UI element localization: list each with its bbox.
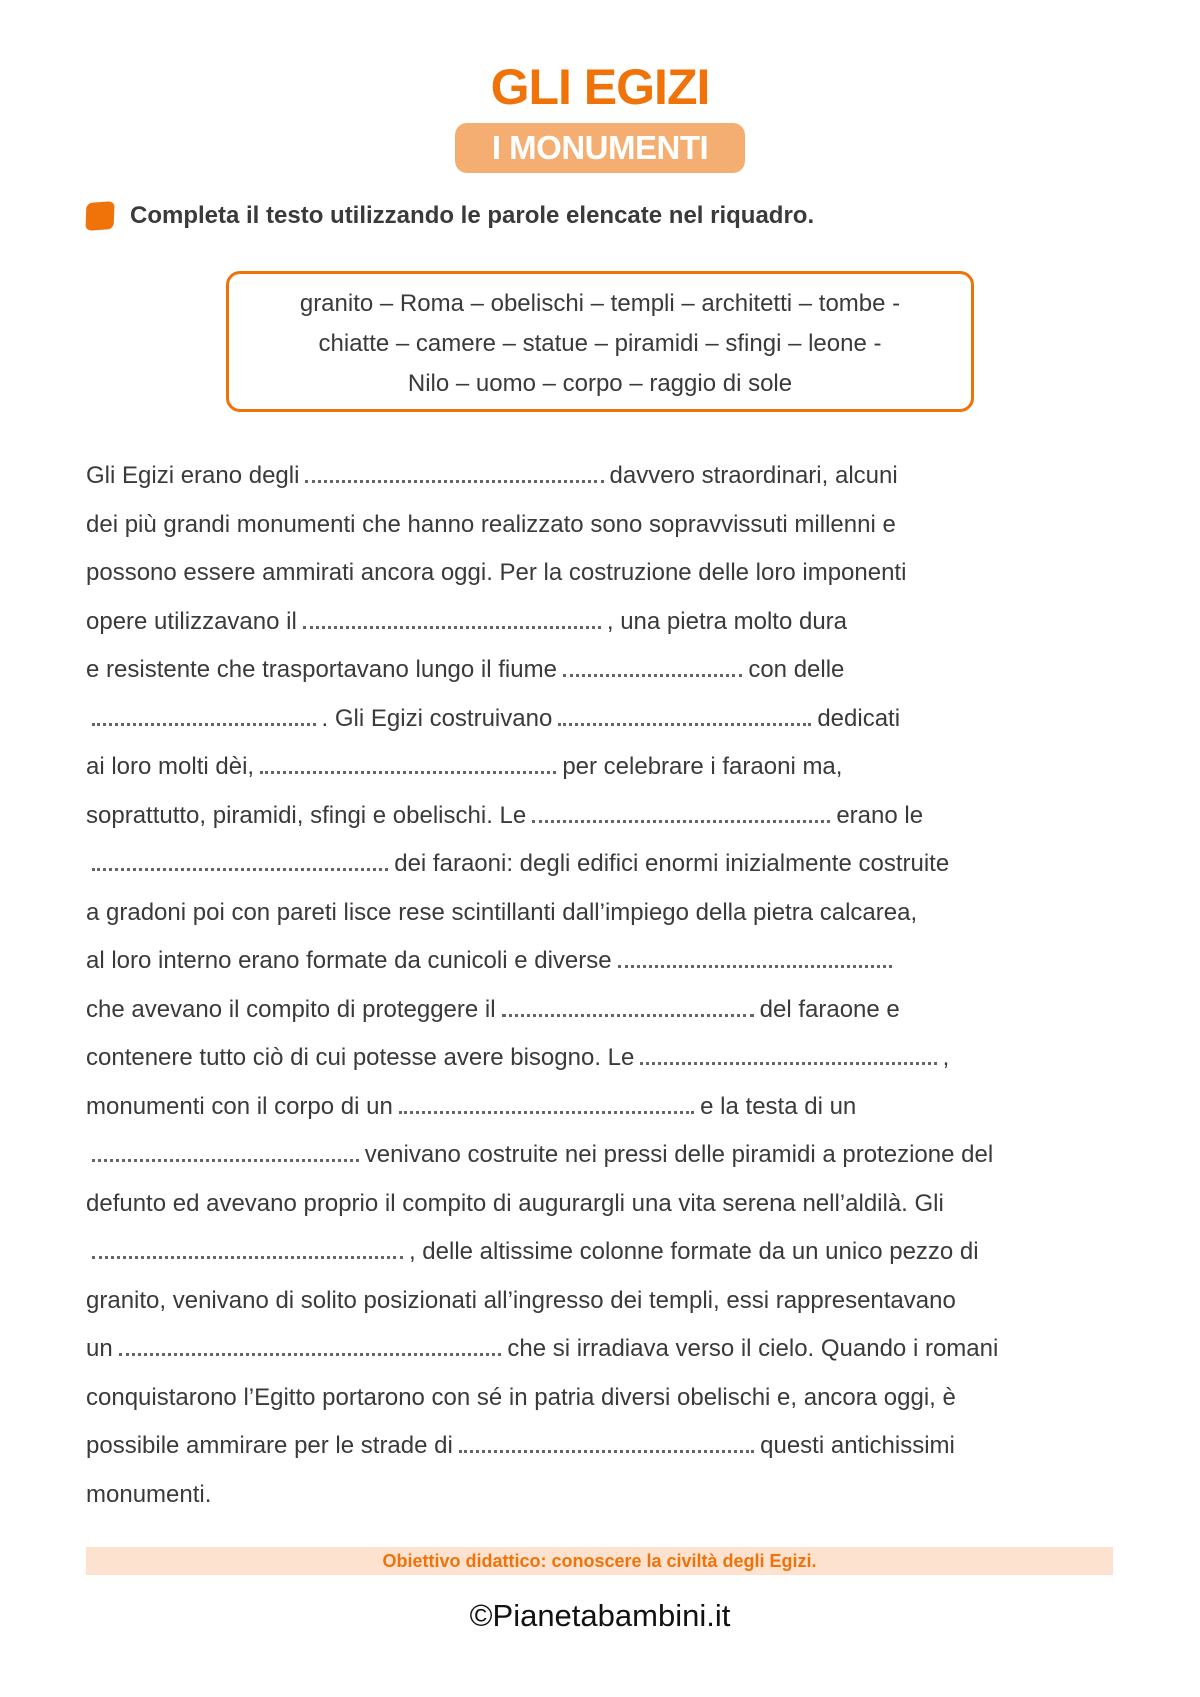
text-line xyxy=(86,696,1126,745)
text-segment: con delle xyxy=(748,656,845,683)
subtitle-badge: I MONUMENTI xyxy=(455,123,745,173)
text-line xyxy=(86,890,1126,939)
text-segment: ai loro molti dèi, xyxy=(86,753,255,780)
fill-in-blank[interactable] xyxy=(305,478,603,483)
cloze-text xyxy=(86,453,1126,1520)
text-segment: . Gli Egizi costruivano xyxy=(321,704,553,732)
fill-in-blank[interactable] xyxy=(459,1448,754,1453)
text-segment: a gradoni poi con pareti lisce rese scintillanti dall’impiego della pietra calcarea, xyxy=(86,898,918,926)
text-segment: , una pietra molto dura xyxy=(606,607,848,635)
text-line xyxy=(86,841,1126,890)
text-line xyxy=(86,1326,1126,1375)
fill-in-blank[interactable] xyxy=(119,1351,502,1356)
text-segment: , delle altissime colonne formate da un unico pezzo di xyxy=(408,1238,979,1265)
objective-banner: Obiettivo didattico: conoscere la civiltà degli Egizi. xyxy=(86,1547,1113,1575)
text-segment: conquistarono l’Egitto portarono con sé in patria diversi obelischi e, ancora oggi, è xyxy=(86,1383,956,1411)
page-title: GLI EGIZI xyxy=(490,59,710,115)
word-box xyxy=(226,271,974,412)
fill-in-blank[interactable] xyxy=(618,963,892,968)
text-line xyxy=(86,1472,1126,1521)
text-line xyxy=(86,1375,1126,1424)
fill-in-blank[interactable] xyxy=(640,1060,936,1065)
text-segment: dedicati xyxy=(817,704,901,732)
fill-in-blank[interactable] xyxy=(92,721,316,726)
text-segment: granito, venivano di solito posizionati all’ingresso dei templi, essi rappresentavano xyxy=(86,1286,956,1314)
fill-in-blank[interactable] xyxy=(532,818,830,823)
text-segment: davvero straordinari, alcuni xyxy=(609,462,898,489)
text-segment: venivano costruite nei pressi delle piramidi a protezione del xyxy=(364,1141,994,1168)
fill-in-blank[interactable] xyxy=(502,1012,754,1017)
text-line xyxy=(86,647,1126,696)
orange-square-bullet-icon xyxy=(85,201,114,231)
text-line xyxy=(86,550,1126,599)
text-segment: , xyxy=(942,1044,950,1071)
text-segment: dei più grandi monumenti che hanno realizzato sono sopravvissuti millenni e xyxy=(86,510,896,538)
text-segment: al loro interno erano formate da cunicoli e diverse xyxy=(86,947,612,974)
text-line xyxy=(86,502,1126,551)
fill-in-blank[interactable] xyxy=(92,866,388,871)
text-line xyxy=(86,793,1126,842)
fill-in-blank[interactable] xyxy=(92,1254,403,1259)
text-segment: dei faraoni: degli edifici enormi inizialmente costruite xyxy=(394,850,950,877)
fill-in-blank[interactable] xyxy=(303,624,601,629)
text-segment: defunto ed avevano proprio il compito di augurargli una vita serena nell’aldilà. Gli xyxy=(86,1189,944,1217)
fill-in-blank[interactable] xyxy=(92,1157,359,1162)
text-line xyxy=(86,453,1126,502)
text-segment: e la testa di un xyxy=(700,1092,857,1120)
text-segment: contenere tutto ciò di cui potesse avere bisogno. Le xyxy=(86,1044,635,1071)
text-segment: che si irradiava verso il cielo. Quando i romani xyxy=(507,1335,999,1362)
text-line xyxy=(86,1084,1126,1133)
text-segment: che avevano il compito di proteggere il xyxy=(86,995,496,1023)
instruction-text: Completa il testo utilizzando le parole elencate nel riquadro. xyxy=(130,202,815,229)
text-line xyxy=(86,1132,1126,1181)
text-line xyxy=(86,938,1126,987)
text-line xyxy=(86,987,1126,1036)
text-segment: un xyxy=(86,1335,113,1362)
fill-in-blank[interactable] xyxy=(558,721,811,726)
copyright: ©Pianetabambini.it xyxy=(469,1598,731,1633)
text-line xyxy=(86,1229,1126,1278)
text-segment: del faraone e xyxy=(759,995,900,1023)
text-segment: erano le xyxy=(836,801,924,829)
text-segment: monumenti con il corpo di un xyxy=(86,1092,393,1120)
text-line xyxy=(86,744,1126,793)
instruction xyxy=(86,202,814,230)
word-box-line: Nilo – uomo – corpo – raggio di sole xyxy=(407,370,793,397)
text-segment: soprattutto, piramidi, sfingi e obelischi. Le xyxy=(86,801,527,829)
text-line xyxy=(86,1278,1126,1327)
text-line xyxy=(86,1035,1126,1084)
fill-in-blank[interactable] xyxy=(260,769,556,774)
word-box-line: chiatte – camere – statue – piramidi – sfingi – leone - xyxy=(318,330,882,357)
text-segment: opere utilizzavano il xyxy=(86,607,297,635)
fill-in-blank[interactable] xyxy=(399,1109,694,1114)
text-segment: per celebrare i faraoni ma, xyxy=(562,753,843,780)
text-segment: questi antichissimi xyxy=(760,1432,955,1459)
fill-in-blank[interactable] xyxy=(563,672,742,677)
text-segment: possono essere ammirati ancora oggi. Per la costruzione delle loro imponenti xyxy=(86,559,907,586)
text-line xyxy=(86,1423,1126,1472)
text-segment: Gli Egizi erano degli xyxy=(86,462,300,489)
text-line xyxy=(86,1181,1126,1230)
text-line xyxy=(86,599,1126,648)
word-box-line: granito – Roma – obelischi – templi – architetti – tombe - xyxy=(299,290,901,317)
text-segment: possibile ammirare per le strade di xyxy=(86,1432,453,1459)
text-segment: e resistente che trasportavano lungo il fiume xyxy=(86,656,557,683)
text-segment: monumenti. xyxy=(86,1480,212,1508)
